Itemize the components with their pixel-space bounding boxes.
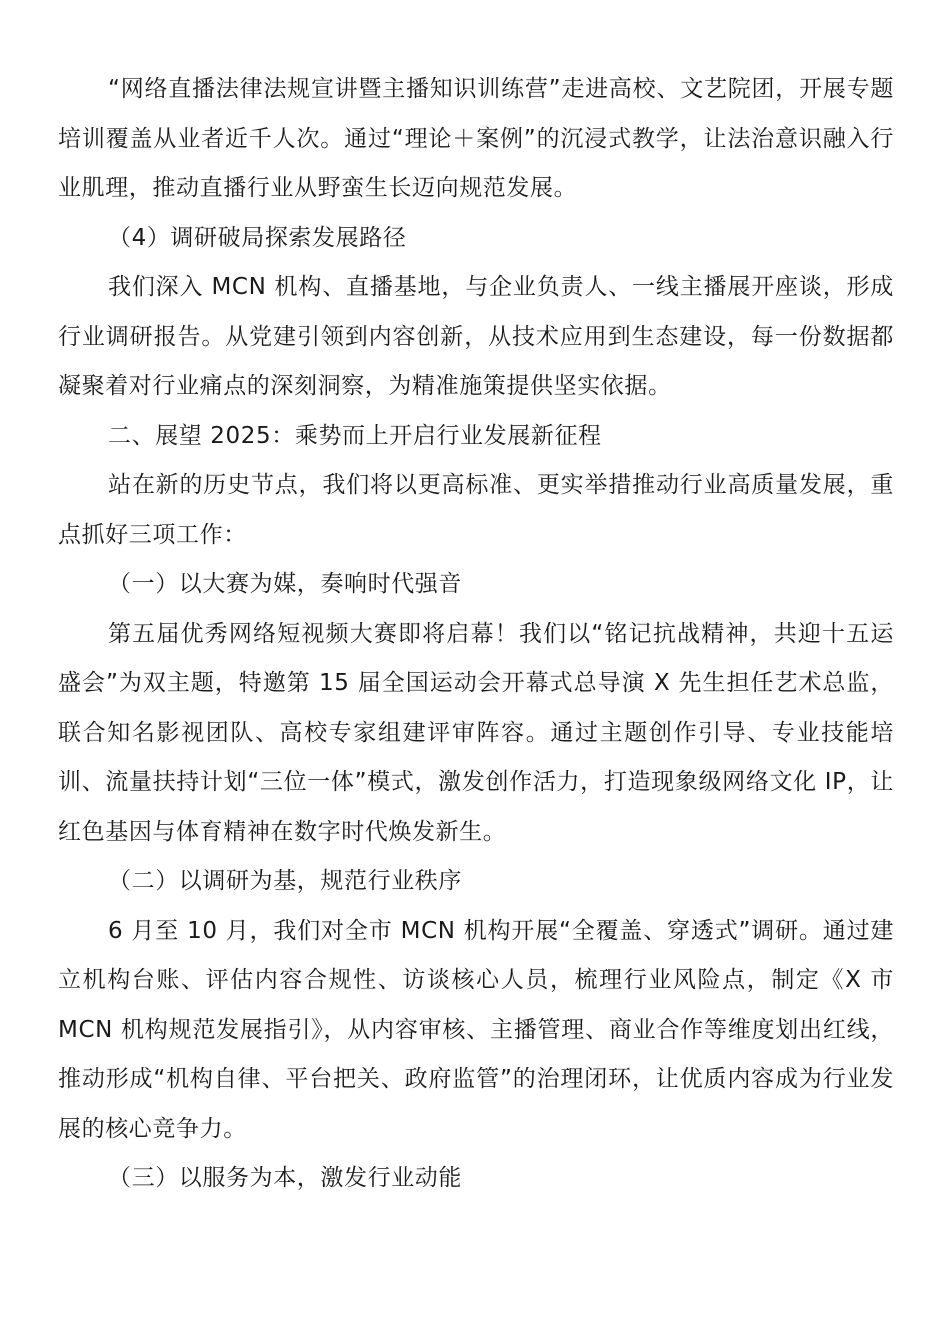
heading-service: （三）以服务为本，激发行业动能 (108, 1165, 462, 1191)
paragraph-mcn-guidelines: 6 月至 10 月，我们对全市 MCN 机构开展“全覆盖、穿透式”调研。通过建立机构台账、评估内容合规性、访谈核心人员，梳理行业风险点，制定《X 市 MCN 机构规范发展指引》，从内容审核、主播管理、商业合作等维度划出红线，推动形成“机构自律、平台把关、政府监管”的治理闭环，让优质内容成为行业发展的核心竞争力。 (58, 917, 894, 1142)
paragraph-new-starting-point: 站在新的历史节点，我们将以更高标准、更实举措推动行业高质量发展，重点抓好三项工作： (58, 472, 894, 548)
heading-research-breakthrough: （4）调研破局探索发展路径 (108, 224, 407, 251)
paragraph-training-camp: “网络直播法律法规宣讲暨主播知识训练营”走进高校、文艺院团，开展专题培训覆盖从业者近千人次。通过“理论＋案例”的沉浸式教学，让法治意识融入行业肌理，推动直播行业从野蛮生长迈向规范发展。 (58, 76, 894, 201)
heading-regulate-order: （二）以调研为基，规范行业秩序 (108, 868, 462, 894)
heading-competition: （一）以大赛为媒，奏响时代强音 (108, 571, 462, 597)
document-page (58, 65, 894, 1204)
paragraph-mcn-research: 我们深入 MCN 机构、直播基地，与企业负责人、一线主播展开座谈，形成行业调研报告。从党建引领到内容创新，从技术应用到生态建设，每一份数据都凝聚着对行业痛点的深刻洞察，为精准施策提供坚实依据。 (58, 274, 894, 399)
heading-outlook-2025: 二、展望 2025：乘势而上开启行业发展新征程 (108, 422, 602, 449)
paragraph-video-contest: 第五届优秀网络短视频大赛即将启幕！我们以“铭记抗战精神，共迎十五运盛会”为双主题，特邀第 15 届全国运动会开幕式总导演 X 先生担任艺术总监，联合知名影视团队、高校专家组建评审阵容。通过主题创作引导、专业技能培训、流量扶持计划“三位一体”模式，激发创作活力，打造现象级网络文化 IP，让红色基因与体育精神在数字时代焕发新生。 (58, 620, 894, 845)
